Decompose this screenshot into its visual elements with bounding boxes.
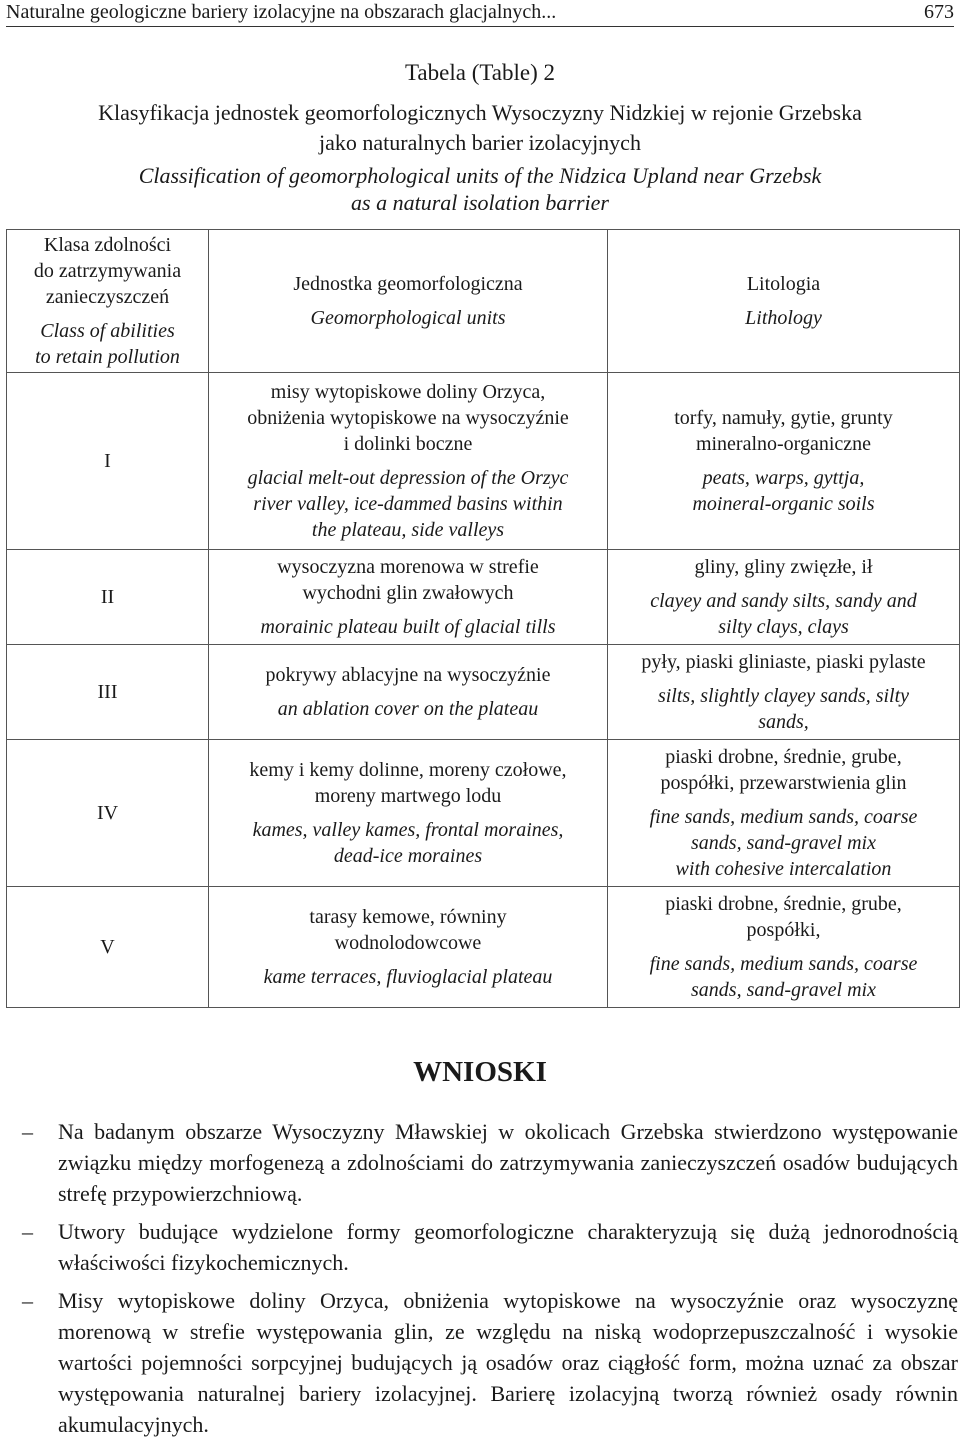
header-unit-en: Geomorphological units bbox=[310, 307, 506, 329]
litho-pl-line: pospółki, bbox=[746, 919, 821, 941]
dash-bullet: – bbox=[22, 1288, 33, 1313]
dash-bullet: – bbox=[22, 1119, 33, 1144]
header-unit-pl: Jednostka geomorfologiczna bbox=[293, 273, 523, 295]
table-title-en bbox=[0, 162, 960, 216]
table-title-en-line: as a natural isolation barrier bbox=[351, 190, 609, 215]
litho-en-line: sands, sand-gravel mix bbox=[691, 979, 876, 1001]
unit-pl-line: wychodni glin zwałowych bbox=[302, 582, 514, 604]
class-cell: I bbox=[7, 373, 209, 550]
litho-en-line: fine sands, medium sands, coarse bbox=[649, 806, 918, 828]
unit-en-line: glacial melt-out depression of the Orzyc bbox=[247, 467, 569, 489]
table-title-pl-line: Klasyfikacja jednostek geomorfologicznych Wysoczyzny Nidzkiej w rejonie Grzebska bbox=[98, 100, 862, 125]
conclusion-item bbox=[22, 1116, 958, 1209]
table-title-pl-line: jako naturalnych barier izolacyjnych bbox=[319, 130, 641, 155]
unit-en-line: dead-ice moraines bbox=[333, 845, 483, 867]
conclusions-heading: WNIOSKI bbox=[413, 1056, 547, 1088]
table-title-en-line: Classification of geomorphological units of the Nidzica Upland near Grzebsk bbox=[138, 163, 822, 188]
litho-pl-line: gliny, gliny zwięzłe, ił bbox=[694, 556, 873, 578]
conclusion-text: Na badanym obszarze Wysoczyzny Mławskiej w okolicach Grzebska stwierdzono występowanie związku między morfogenezą a zdolnościami do zatrzymywania zanieczyszczeń osadów budujących strefę przypowierzchniową. bbox=[58, 1119, 958, 1206]
litho-pl-line: pospółki, przewarstwienia glin bbox=[660, 772, 907, 794]
unit-en-line: an ablation cover on the plateau bbox=[277, 698, 539, 720]
header-litho-pl: Litologia bbox=[746, 273, 821, 295]
running-header bbox=[6, 0, 954, 27]
class-cell: IV bbox=[7, 740, 209, 887]
header-lithology bbox=[608, 230, 960, 373]
table-caption bbox=[0, 58, 960, 216]
header-litho-en: Lithology bbox=[745, 307, 822, 329]
class-cell: II bbox=[7, 550, 209, 645]
running-title: Naturalne geologiczne bariery izolacyjne na obszarach glacjalnych... bbox=[6, 1, 557, 23]
litho-en-line: clayey and sandy silts, sandy and bbox=[650, 590, 917, 612]
lithology-cell bbox=[608, 373, 960, 550]
unit-cell bbox=[209, 550, 608, 645]
litho-en-line: fine sands, medium sands, coarse bbox=[649, 953, 918, 975]
litho-pl-line: piaski drobne, średnie, grube, bbox=[665, 746, 902, 768]
litho-pl-line: piaski drobne, średnie, grube, bbox=[665, 893, 902, 915]
table-label: Tabela (Table) 2 bbox=[404, 60, 556, 85]
table-row bbox=[7, 645, 960, 740]
table-header-row bbox=[7, 230, 960, 373]
lithology-cell bbox=[608, 740, 960, 887]
conclusion-text: Utwory budujące wydzielone formy geomorfologiczne charakteryzują się dużą jednorodnością właściwości fizykochemicznych. bbox=[58, 1219, 958, 1275]
unit-pl-line: moreny martwego lodu bbox=[314, 785, 502, 807]
unit-pl-line: i dolinki boczne bbox=[343, 433, 473, 455]
litho-en-line: silts, slightly clayey sands, silty bbox=[657, 685, 910, 707]
header-class-pl-line: Klasa zdolności bbox=[43, 234, 172, 256]
litho-en-line: sands, bbox=[758, 711, 809, 733]
litho-en-line: sands, sand-gravel mix bbox=[691, 832, 876, 854]
table-row bbox=[7, 740, 960, 887]
table-row bbox=[7, 550, 960, 645]
litho-en-line: peats, warps, gyttja, bbox=[702, 467, 865, 489]
header-class-en-line: to retain pollution bbox=[35, 346, 180, 368]
class-cell: V bbox=[7, 887, 209, 1008]
header-class bbox=[7, 230, 209, 373]
table-row bbox=[7, 887, 960, 1008]
unit-en-line: kame terraces, fluvioglacial plateau bbox=[263, 966, 553, 988]
header-class-pl-line: do zatrzymywania bbox=[33, 260, 182, 282]
table-row bbox=[7, 373, 960, 550]
table-title-pl bbox=[0, 98, 960, 158]
lithology-cell bbox=[608, 550, 960, 645]
lithology-cell bbox=[608, 887, 960, 1008]
classification-table bbox=[6, 229, 960, 1008]
litho-en-line: moineral-organic soils bbox=[692, 493, 875, 515]
class-cell: III bbox=[7, 645, 209, 740]
litho-en-line: silty clays, clays bbox=[718, 616, 849, 638]
litho-pl-line: torfy, namuły, gytie, grunty bbox=[674, 407, 893, 429]
lithology-cell bbox=[608, 645, 960, 740]
page-number: 673 bbox=[924, 1, 954, 23]
header-unit bbox=[209, 230, 608, 373]
unit-en-line: morainic plateau built of glacial tills bbox=[260, 616, 556, 638]
unit-en-line: kames, valley kames, frontal moraines, bbox=[252, 819, 564, 841]
header-class-pl-line: zanieczyszczeń bbox=[45, 286, 170, 308]
conclusion-text: Misy wytopiskowe doliny Orzyca, obniżenia wytopiskowe na wysoczyźnie oraz wysoczyznę morenową w strefie występowania glin, ze względu na niską wodoprzepuszczalność i wysokie wartości pojemności sorpcyjnej budujących ją osadów oraz ciągłość form, można uznać za obszar występowania naturalnej bariery izolacyjnej. Barierę izolacyjną tworzą również osady równin akumulacyjnych. bbox=[58, 1288, 958, 1437]
unit-pl-line: obniżenia wytopiskowe na wysoczyźnie bbox=[247, 407, 569, 429]
litho-en-line: with cohesive intercalation bbox=[675, 858, 892, 880]
unit-cell bbox=[209, 645, 608, 740]
litho-pl-line: mineralno-organiczne bbox=[695, 433, 872, 455]
unit-pl-line: misy wytopiskowe doliny Orzyca, bbox=[270, 381, 546, 403]
header-class-en-line: Class of abilities bbox=[40, 320, 175, 342]
litho-pl-line: pyły, piaski gliniaste, piaski pylaste bbox=[641, 651, 926, 673]
conclusion-item bbox=[22, 1285, 958, 1440]
unit-en-line: the plateau, side valleys bbox=[311, 519, 505, 541]
unit-pl-line: tarasy kemowe, równiny bbox=[309, 906, 507, 928]
unit-pl-line: pokrywy ablacyjne na wysoczyźnie bbox=[265, 664, 551, 686]
dash-bullet: – bbox=[22, 1219, 33, 1244]
conclusion-item bbox=[22, 1216, 958, 1278]
unit-en-line: river valley, ice-dammed basins within bbox=[253, 493, 563, 515]
unit-cell bbox=[209, 373, 608, 550]
unit-cell bbox=[209, 887, 608, 1008]
unit-pl-line: kemy i kemy dolinne, moreny czołowe, bbox=[249, 759, 567, 781]
unit-cell bbox=[209, 740, 608, 887]
conclusions-list bbox=[22, 1116, 958, 1447]
unit-pl-line: wodnolodowcowe bbox=[334, 932, 482, 954]
unit-pl-line: wysoczyzna morenowa w strefie bbox=[277, 556, 539, 578]
